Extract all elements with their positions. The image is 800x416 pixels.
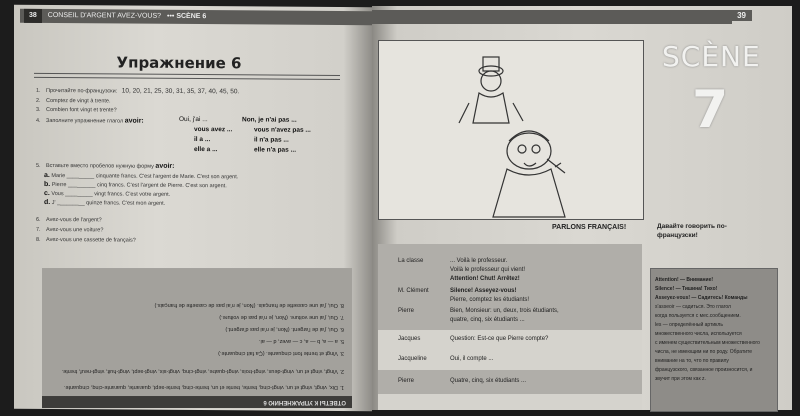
dialogue-line: Attention! Chut! Arrêtez! (450, 276, 520, 282)
vocab-line: Asseyez-vous! — Садитесь! Команды (655, 295, 748, 301)
vocab-line: s'asseoir — садиться. Это глагол (655, 304, 731, 310)
answer-line: 7. Oui, j'ai une voiture. (Non, je n'ai pas de voiture.) (219, 314, 344, 321)
dialogue-line: quatre, cinq, six étudiants ... (450, 317, 525, 323)
conjugation-b: elle n'a pas ... (254, 146, 297, 154)
exercise-item: 5. Вставьте вместо пробелов нужную форму avoir: (36, 162, 175, 170)
speaker: Pierre (398, 378, 415, 384)
right-page (372, 6, 792, 410)
vocab-line: les — определённый артикль (655, 322, 723, 328)
exercise-item: 4. Заполните упражнение глагол avoir: (36, 117, 144, 125)
dialogue-line: Voilà le professeur qui vient! (450, 267, 526, 273)
dialogue-box (378, 244, 642, 410)
exercise-item: 6. Avez-vous de l'argent? (36, 216, 102, 224)
exercise-item: 1. Прочитайте по-французски: 10, 20, 21, 25, 30, 31, 35, 37, 40, 45, 50. (36, 87, 240, 96)
exercise-subitem: b. Pierre _________ cinq francs. C'est l'argent de Pierre. C'est son argent. (44, 180, 227, 190)
exercise-subitem: a. Marie _________ cinquante francs. C'est l'argent de Marie. C'est son argent. (44, 171, 239, 181)
dialogue-line: ... Voilà le professeur. (450, 258, 508, 264)
vocab-line: французского, связанное произносится, и (655, 367, 753, 373)
answer-line: 2. Vingt, vingt et un, vingt-deux, vingt-trois, vingt-quatre, vingt-cinq, vingt-six, vingt-sept, vingt-huit, vingt-neuf, trente. (61, 368, 344, 375)
exercise-title: Упражнение 6 (116, 53, 242, 73)
answer-line: 5. a — a, b — a, c — avez, d — ai. (259, 338, 344, 345)
speaker: La classe (398, 258, 424, 264)
answer-line: 6. Oui, j'ai de l'argent. (Non, je n'ai pas d'argent.) (225, 326, 344, 333)
scene-number: 7 (692, 80, 729, 140)
section-heading-ru: Давайте говорить по-французски! (657, 223, 727, 239)
dialogue-line: Silence! Asseyez-vous! (450, 288, 517, 294)
speaker: Jacques (398, 336, 421, 342)
running-header (20, 9, 372, 25)
conjugation-a: vous avez ... (194, 126, 233, 134)
conjugation-a: elle a ... (194, 146, 218, 154)
answer-line: 3. Vingt et trente font cinquante. (Ça fait cinquante.) (218, 350, 344, 357)
speaker: Jacqueline (398, 356, 427, 362)
dialogue-line: Bien, Monsieur: un, deux, trois étudiants, (450, 308, 559, 314)
speaker: M. Clément (398, 288, 429, 294)
dialogue-line: Quatre, cinq, six étudiants ... (450, 378, 527, 384)
running-scene: ••• SCÈNE 6 (167, 12, 207, 21)
scene-word: SCÈNE (662, 40, 761, 73)
title-rule-top (34, 73, 340, 76)
answers-box (42, 268, 352, 408)
section-heading-fr: PARLONS FRANÇAIS! (552, 224, 627, 231)
answer-line: 1. Dix, vingt, vingt et un, vingt-cinq, trente, trente et un, trente-cinq, trente-sept, quarante, quarante-cinq, cinquante. (63, 384, 344, 391)
exercise-item: 7. Avez-vous une voiture? (36, 226, 104, 234)
exercise-item: 2. Comptez de vingt à trente. (36, 97, 111, 105)
right-header-bar (372, 10, 732, 24)
conjugation-b: il n'a pas ... (254, 136, 289, 144)
page-number: 38 (24, 9, 42, 23)
vocabulary-box (650, 268, 778, 412)
exercise-item: 3. Combien font vingt et trente? (36, 106, 117, 114)
conjugation-a: il a ... (194, 136, 211, 144)
answers-header: ОТВЕТЫ К УПРАЖНЕНИЮ 6 (42, 396, 352, 408)
exercise-subitem: c. Vous _________ vingt francs. C'est votre argent. (44, 189, 171, 198)
page-number: 39 (731, 10, 752, 21)
illustration (378, 40, 644, 220)
running-head-text: CONSEIL D'ARGENT AVEZ-VOUS? (47, 11, 162, 20)
conjugation-b: vous n'avez pas ... (254, 126, 311, 134)
answer-line: 8. Oui, j'ai une cassette de français. (Non, je n'ai pas de cassette de français.) (154, 302, 344, 309)
vocab-line: внимание на то, что по правилу (655, 358, 729, 364)
dialogue-line: Question: Est-ce que Pierre compte? (450, 336, 549, 342)
vocab-line: звучит при этом как z. (655, 376, 706, 382)
vocab-line: Attention! — Внимание! (655, 277, 714, 283)
vocab-line: когда пользуется с мес.сообщением. (655, 313, 741, 319)
exercise-subitem: d. J' _________ quinze francs. C'est mon argent. (44, 198, 166, 207)
exercise-item: 8. Avez-vous une cassette de français? (36, 236, 136, 244)
number-list: 10, 20, 21, 25, 30, 31, 35, 37, 40, 45, 50. (121, 87, 240, 96)
conjugation-b: Non, je n'ai pas ... (242, 116, 297, 124)
vocab-line: множественного числа, используется (655, 331, 742, 337)
conjugation-a: Oui, j'ai ... (179, 115, 208, 124)
dialogue-line: Pierre, comptez les étudiants! (450, 297, 530, 303)
vocab-line: с именем существительным множественного (655, 340, 760, 346)
teacher-and-student-illustration (379, 41, 643, 219)
vocab-line: Silence! — Тишина! Тихо! (655, 286, 718, 292)
left-page (14, 5, 372, 411)
title-rule-bottom (34, 77, 340, 80)
speaker: Pierre (398, 308, 415, 314)
dialogue-line: Oui, il compte ... (450, 356, 494, 362)
vocab-line: числа, не имеющим ни по роду. Обратите (655, 349, 753, 355)
